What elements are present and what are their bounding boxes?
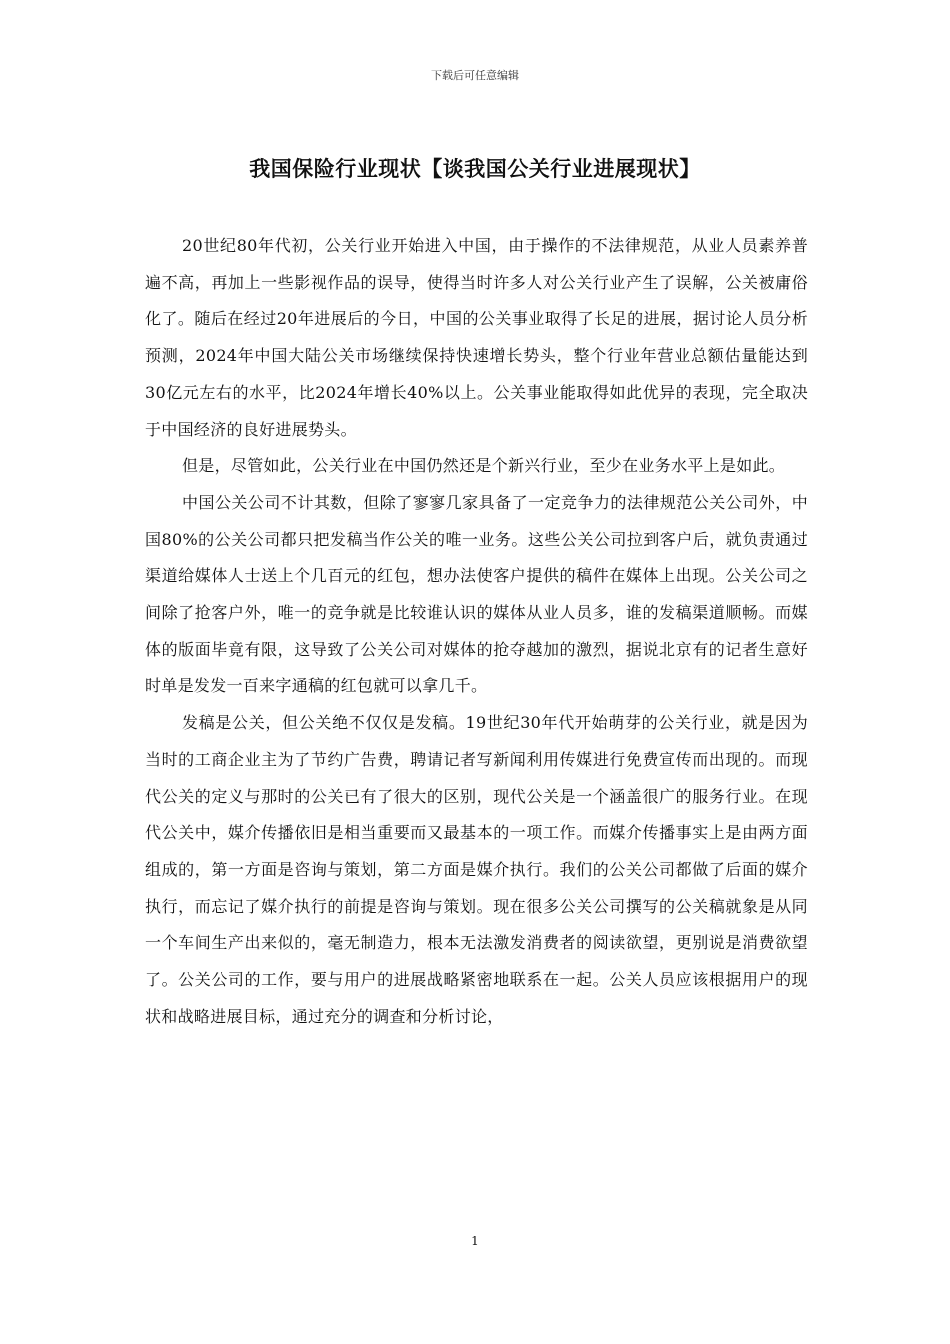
page-number: 1 [471, 1234, 479, 1248]
paragraph-1: 20世纪80年代初，公关行业开始进入中国，由于操作的不法律规范，从业人员素养普遍不高，再加上一些影视作品的误导，使得当时许多人对公关行业产生了误解，公关被庸俗化了。随后在经过20年进展后的今日，中国的公关事业取得了长足的进展，据讨论人员分析预测，2024年中国大陆公关市场继续保持快速增长势头，整个行业年营业总额估量能达到30亿元左右的水平，比2024年增长40%以上。公关事业能取得如此优异的表现，完全取决于中国经济的良好进展势头。 [145, 236, 808, 439]
document-title: 我国保险行业现状【谈我国公关行业进展现状】 [249, 157, 701, 181]
page-header: 下载后可任意编辑 [431, 69, 519, 82]
paragraph-2: 但是，尽管如此，公关行业在中国仍然还是个新兴行业，至少在业务水平上是如此。 [182, 456, 786, 476]
document-body [145, 228, 808, 1035]
paragraph-4: 发稿是公关，但公关绝不仅仅是发稿。19世纪30年代开始萌芽的公关行业，就是因为当时的工商企业主为了节约广告费，聘请记者写新闻利用传媒进行免费宣传而出现的。而现代公关的定义与那时的公关已有了很大的区别，现代公关是一个涵盖很广的服务行业。在现代公关中，媒介传播依旧是相当重要而又最基本的一项工作。而媒介传播事实上是由两方面组成的，第一方面是咨询与策划，第二方面是媒介执行。我们的公关公司都做了后面的媒介执行，而忘记了媒介执行的前提是咨询与策划。现在很多公关公司撰写的公关稿就象是从同一个车间生产出来似的，毫无制造力，根本无法激发消费者的阅读欲望，更别说是消费欲望了。公关公司的工作，要与用户的进展战略紧密地联系在一起。公关人员应该根据用户的现状和战略进展目标，通过充分的调查和分析讨论， [145, 713, 808, 1026]
paragraph-3: 中国公关公司不计其数，但除了寥寥几家具备了一定竞争力的法律规范公关公司外，中国80%的公关公司都只把发稿当作公关的唯一业务。这些公关公司拉到客户后，就负责通过渠道给媒体人士送上个几百元的红包，想办法使客户提供的稿件在媒体上出现。公关公司之间除了抢客户外，唯一的竞争就是比较谁认识的媒体从业人员多，谁的发稿渠道顺畅。而媒体的版面毕竟有限，这导致了公关公司对媒体的抢夺越加的激烈，据说北京有的记者生意好时单是发发一百来字通稿的红包就可以拿几千。 [145, 492, 808, 696]
